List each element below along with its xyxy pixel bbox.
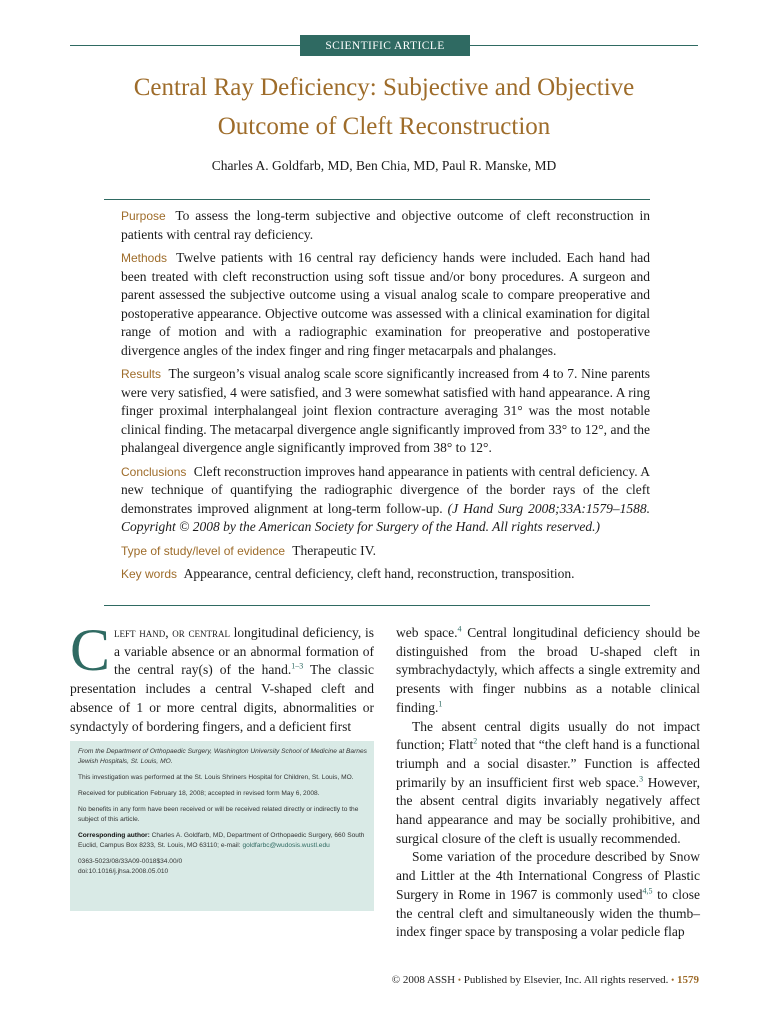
- keywords-text: Appearance, central deficiency, cleft hand, reconstruction, transposition.: [183, 566, 575, 581]
- copyright-text: © 2008 ASSH: [391, 974, 456, 986]
- keywords-label: Key words: [121, 567, 178, 581]
- page-number: 1579: [677, 974, 699, 986]
- received-note: Received for publication February 18, 2008; accepted in revised form May 6, 2008.: [78, 790, 320, 797]
- r-p3-text-a: Some variation of the procedure described by Snow and Littler at the 4th International Congress of Plastic Surgery in Rome in 1967 is commonly used: [396, 849, 700, 902]
- body-column-left: [70, 617, 374, 736]
- intro-text-a: longitudinal deficiency, is a variable absence or an abnormal formation of the central ray(s) of the hand.: [114, 625, 374, 678]
- abstract-top-rule: [104, 199, 650, 200]
- ref-link[interactable]: 1: [438, 699, 443, 709]
- purpose-label: Purpose: [121, 209, 166, 223]
- article-info-box: [70, 741, 374, 911]
- r-p1-text-a: web space.: [396, 625, 458, 640]
- issn-text: 0363-5023/08/33A09-0018$34.00/0: [78, 858, 183, 865]
- email-link[interactable]: goldfarbc@wudosis.wustl.edu: [242, 842, 330, 849]
- footer-bullet: •: [671, 975, 675, 985]
- small-caps-lead: left hand, or central: [114, 625, 230, 640]
- type-text: Therapeutic IV.: [292, 542, 376, 558]
- ref-link[interactable]: 4,5: [642, 886, 653, 896]
- ref-link[interactable]: 2: [473, 736, 478, 746]
- author-list: Charles A. Goldfarb, MD, Ben Chia, MD, Paul R. Manske, MD: [211, 158, 557, 173]
- identifiers: [78, 857, 368, 877]
- abstract-purpose: [121, 207, 650, 244]
- section-banner: SCIENTIFIC ARTICLE: [300, 35, 470, 56]
- right-paragraph-3: [396, 848, 700, 942]
- conclusions-label: Conclusions: [121, 464, 187, 479]
- affiliation-note: From the Department of Orthopaedic Surgery, Washington University School of Medicine at Barnes Jewish Hospitals, St. Louis, MO.: [78, 748, 367, 765]
- right-paragraph-2: [396, 718, 700, 849]
- results-label: Results: [121, 367, 162, 381]
- body-column-right: [396, 624, 700, 942]
- methods-label: Methods: [121, 251, 168, 265]
- citation-text: (J Hand Surg 2008;33A:1579–1588. Copyright © 2008 by the American Society for Surgery of the Hand. All rights reserved.): [121, 500, 651, 534]
- drop-cap: C: [70, 617, 111, 683]
- right-paragraph-1: [396, 624, 700, 718]
- abstract-bottom-rule: [104, 605, 650, 606]
- doi-text: doi:10.1016/j.jhsa.2008.05.010: [78, 868, 169, 875]
- methods-text: Twelve patients with 16 central ray deficiency hands were included. Each hand had been treated with cleft reconstruction using soft tissue and/or bony procedures. A surgeon and parent assessed the subjective outcome using a visual analog scale to compare preoperative and postoperative appearance. Objective outcome was assessed with a clinical examination for digital range of motion and with a radiographic examination for preoperative and postoperative divergence angles of the index finger and ring finger metacarpals and phalanges.: [121, 250, 650, 358]
- r-p1-text-b: Central longitudinal deficiency should be distinguished from the broad U-shaped cleft in symbrachydactyly, which affects a single extremity and presents with finger nubbins as a notable clinical finding.: [396, 625, 700, 715]
- abstract: [121, 207, 650, 589]
- results-text: The surgeon’s visual analog scale score significantly increased from 4 to 7. Nine parents were very satisfied, 4 were satisfied, and 3 were somewhat satisfied with hand appearance. A ring finger proximal interphalangeal joint flexion contracture averaging 31° was the most notable clinical finding. The metacarpal divergence angle significantly improved from 33° to 12°, and the phalangeal divergence angle significantly improved from 38° to 12°.: [121, 366, 650, 455]
- performed-note: This investigation was performed at the St. Louis Shriners Hospital for Children, St. Louis, MO.: [78, 774, 354, 781]
- r-p2-text-c: However, the absent central digits invariably negatively affect hand appearance and may be socially prohibitive, and surgical closure of the cleft is usually recommended.: [396, 774, 700, 846]
- intro-paragraph: [70, 617, 374, 736]
- corresponding-author-note: [78, 831, 368, 851]
- conclusions-text: Cleft reconstruction improves hand appearance in patients with central deficiency. A new technique of quantifying the radiographic divergence of the border rays of the cleft demonstrates improved alignment at long-term follow-up.: [121, 463, 650, 516]
- r-p2-text-a: The absent central digits usually do not impact function; Flatt: [396, 718, 700, 753]
- abstract-results: [121, 365, 650, 458]
- intro-text-b: The classic presentation includes a central V-shaped cleft and absence of 1 or more central digits, abnormalities or syndactyly of bordering fingers, and a deficient first: [70, 662, 374, 734]
- article-title: [70, 68, 698, 146]
- corresponding-label: Corresponding author:: [78, 832, 150, 839]
- publisher-text: Published by Elsevier, Inc. All rights reserved.: [463, 974, 669, 986]
- page-footer: [392, 974, 699, 986]
- r-p3-text-b: to close the central cleft and simultaneously widen the thumb–index finger space by transposing a volar pedicle flap: [396, 886, 701, 940]
- r-p2-text-b: noted that “the cleft hand is a functional triumph and a social disaster.” Function is affected primarily by an insufficient first web space.: [396, 737, 701, 790]
- purpose-text: To assess the long-term subjective and objective outcome of cleft reconstruction in patients with central ray deficiency.: [121, 208, 650, 242]
- abstract-keywords: [121, 565, 650, 584]
- type-label: Type of study/level of evidence: [121, 543, 286, 558]
- footer-bullet: •: [457, 975, 462, 985]
- abstract-methods: [121, 249, 650, 360]
- ref-link[interactable]: 4: [457, 624, 462, 634]
- abstract-conclusions: [121, 463, 650, 537]
- corresponding-text: Charles A. Goldfarb, MD, Department of Orthopaedic Surgery, 660 South Euclid, Campus Box 8233, St. Louis, MO 63110; e-mail:: [78, 832, 365, 849]
- title-line-2: Outcome of Cleft Reconstruction: [217, 113, 551, 140]
- abstract-type: [121, 542, 650, 561]
- ref-link[interactable]: 3: [639, 774, 644, 784]
- ref-link[interactable]: 1–3: [291, 661, 304, 671]
- title-line-1: Central Ray Deficiency: Subjective and Objective: [133, 74, 635, 101]
- benefits-note: No benefits in any form have been received or will be received related directly or indirectly to the subject of this article.: [78, 806, 359, 823]
